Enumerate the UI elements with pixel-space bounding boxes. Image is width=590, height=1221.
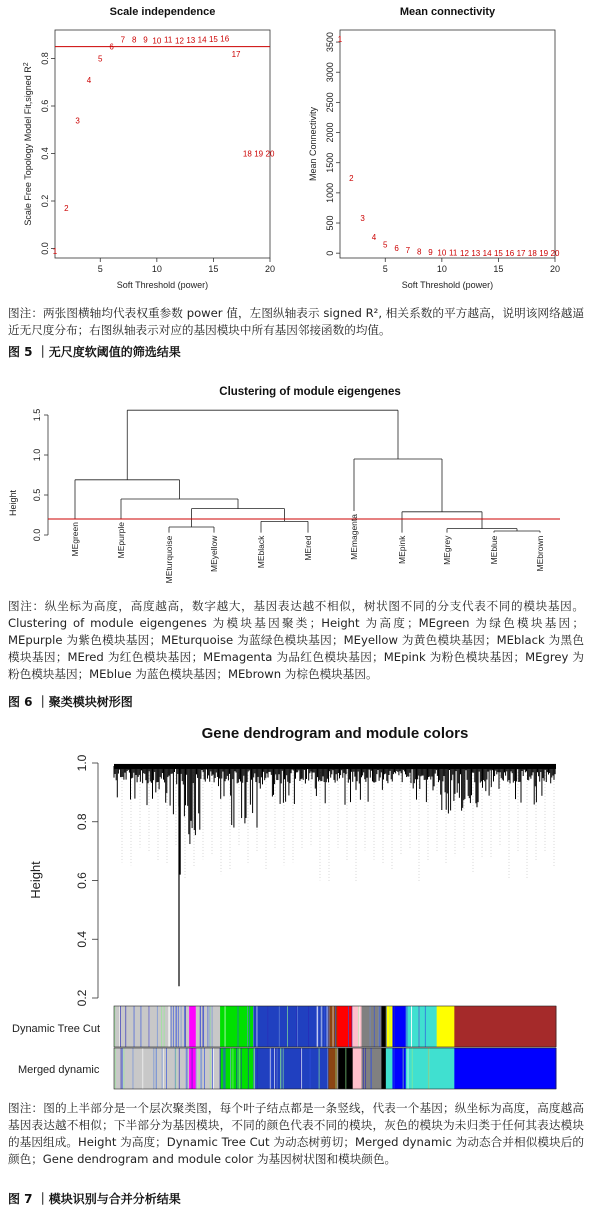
module-stripe bbox=[142, 1048, 143, 1089]
row-label-merged: Merged dynamic bbox=[18, 1064, 100, 1076]
module-stripe bbox=[351, 1006, 352, 1047]
data-point: 8 bbox=[131, 35, 137, 45]
module-stripe bbox=[321, 1006, 322, 1047]
y-tick-label: 0.5 bbox=[32, 488, 42, 502]
y-tick-label: 0.2 bbox=[40, 194, 50, 208]
module-color-segment bbox=[353, 1006, 362, 1047]
module-stripe bbox=[300, 1048, 301, 1089]
module-stripe bbox=[287, 1006, 288, 1047]
module-stripe bbox=[248, 1048, 249, 1089]
y-tick-label: 2000 bbox=[325, 122, 335, 143]
module-stripe bbox=[225, 1006, 226, 1047]
module-stripe bbox=[115, 1048, 116, 1089]
y-tick-label: 2500 bbox=[325, 92, 335, 113]
data-point: 11 bbox=[449, 248, 458, 258]
data-point: 14 bbox=[482, 248, 492, 258]
module-stripe bbox=[185, 1006, 186, 1047]
x-axis-label: Soft Threshold (power) bbox=[116, 280, 209, 290]
module-stripe bbox=[379, 1006, 380, 1047]
module-stripe bbox=[247, 1006, 248, 1047]
module-stripe bbox=[327, 1006, 328, 1047]
module-stripe bbox=[363, 1048, 364, 1089]
module-color-segment bbox=[114, 1048, 190, 1089]
module-color-segment bbox=[406, 1006, 437, 1047]
module-stripe bbox=[389, 1006, 390, 1047]
module-stripe bbox=[394, 1048, 395, 1089]
module-stripe bbox=[308, 1006, 309, 1047]
module-stripe bbox=[140, 1006, 141, 1047]
data-point: 7 bbox=[405, 246, 411, 256]
module-stripe bbox=[277, 1048, 278, 1089]
module-stripe bbox=[212, 1006, 213, 1047]
module-stripe bbox=[184, 1006, 185, 1047]
data-point: 8 bbox=[416, 247, 422, 257]
data-point: 17 bbox=[516, 249, 526, 259]
leaf-label: MEmagenta bbox=[349, 514, 359, 560]
module-stripe bbox=[133, 1048, 134, 1089]
leaf-label: MEbrown bbox=[535, 535, 545, 572]
data-point: 13 bbox=[471, 248, 481, 258]
module-color-segment bbox=[381, 1048, 386, 1089]
module-stripe bbox=[119, 1006, 120, 1047]
module-stripe bbox=[213, 1048, 214, 1089]
y-tick-label: 500 bbox=[325, 215, 335, 231]
scale-independence-plot bbox=[23, 6, 276, 290]
module-stripe bbox=[220, 1048, 221, 1089]
module-stripe bbox=[274, 1048, 275, 1089]
module-stripe bbox=[408, 1048, 409, 1089]
gene-dendrogram-plot bbox=[12, 725, 557, 1089]
module-stripe bbox=[317, 1006, 318, 1047]
module-stripe bbox=[254, 1048, 255, 1089]
data-point: 11 bbox=[164, 35, 173, 45]
data-point: 5 bbox=[383, 240, 388, 250]
module-stripe bbox=[210, 1006, 211, 1047]
data-point: 12 bbox=[460, 248, 469, 258]
data-point: 18 bbox=[242, 149, 252, 159]
module-stripe bbox=[199, 1048, 200, 1089]
leaf-label: MEgrey bbox=[442, 535, 452, 565]
x-axis-label: Soft Threshold (power) bbox=[401, 280, 494, 290]
module-stripe bbox=[297, 1006, 298, 1047]
data-point: 1 bbox=[52, 246, 58, 256]
module-color-segment bbox=[189, 1048, 196, 1089]
x-tick-label: 10 bbox=[436, 264, 447, 274]
module-color-segment bbox=[353, 1048, 362, 1089]
x-tick-label: 15 bbox=[208, 264, 219, 274]
chart-title: Scale independence bbox=[109, 6, 216, 18]
data-point: 3 bbox=[360, 214, 365, 224]
data-point: 1 bbox=[337, 35, 343, 45]
fig5-caption: 图注：两张图横轴均代表权重参数 power 值，左图纵轴表示 signed R², 相关系数的平方越高，说明该网络越逼近无尺度分布；右图纵轴表示对应的基因模块中所有基因邻接函数的均值。 bbox=[8, 306, 584, 337]
x-tick-label: 20 bbox=[549, 264, 561, 274]
chart-title: Mean connectivity bbox=[399, 6, 496, 18]
data-point: 13 bbox=[186, 36, 196, 46]
module-stripe bbox=[192, 1048, 193, 1089]
y-axis-label: Height bbox=[8, 489, 18, 517]
data-point: 12 bbox=[175, 36, 184, 46]
module-stripe bbox=[329, 1006, 330, 1047]
module-stripe bbox=[280, 1048, 281, 1089]
y-tick-label: 0.0 bbox=[40, 242, 50, 255]
x-tick-label: 5 bbox=[382, 264, 388, 274]
module-stripe bbox=[207, 1006, 208, 1047]
fig5-label: 图 5 ｜无尺度软阈值的筛选结果 bbox=[8, 345, 181, 359]
leaf-label: MEred bbox=[303, 535, 313, 561]
leaf-label: MEblack bbox=[256, 535, 266, 569]
data-point: 10 bbox=[437, 248, 447, 258]
module-stripe bbox=[123, 1048, 124, 1089]
plot-frame bbox=[52, 30, 270, 258]
module-stripe bbox=[181, 1006, 182, 1047]
module-stripe bbox=[176, 1006, 177, 1047]
y-tick-label: 1000 bbox=[325, 182, 335, 203]
data-point: 9 bbox=[428, 247, 433, 257]
module-stripe bbox=[337, 1048, 338, 1089]
module-stripe bbox=[162, 1048, 163, 1089]
module-stripe bbox=[171, 1006, 172, 1047]
module-stripe bbox=[161, 1006, 162, 1047]
data-point: 18 bbox=[527, 249, 537, 259]
y-tick-label: 0.0 bbox=[32, 528, 42, 542]
y-tick-label: 0 bbox=[325, 250, 335, 256]
y-tick-label: 0.6 bbox=[40, 99, 50, 113]
module-stripe bbox=[163, 1048, 164, 1089]
module-color-segment bbox=[406, 1048, 455, 1089]
leaf-label: MEpink bbox=[397, 535, 407, 564]
module-stripe bbox=[156, 1048, 157, 1089]
module-stripe bbox=[403, 1048, 404, 1089]
module-color-segment bbox=[386, 1006, 393, 1047]
module-stripe bbox=[324, 1006, 325, 1047]
module-stripe bbox=[270, 1048, 271, 1089]
module-stripe bbox=[187, 1048, 188, 1089]
module-stripe bbox=[319, 1048, 320, 1089]
data-point: 16 bbox=[220, 34, 230, 44]
module-stripe bbox=[249, 1006, 250, 1047]
fig6-caption: 图注：纵坐标为高度，高度越高，数字越大，基因表达越不相似，树状图不同的分支代表不同的模块基因。Clustering of module eigengenes 为模块基因聚类；Height 为高度；MEgreen 为绿色模块基因；MEpurple 为紫色模块基因；MEturquoise 为蓝绿色模块基因；MEyellow 为黄色模块基因；MEblack 为黑色模块基因；MEred 为红色模块基因；MEmagenta 为品红色模块基因；MEpink 为粉色模块基因；MEgrey 为粉色模块基因；MEblue 为蓝色模块基因；MEbrown 为棕色模块基因。 bbox=[8, 599, 584, 681]
module-stripe bbox=[365, 1048, 366, 1089]
module-color-segment bbox=[529, 1006, 556, 1047]
x-tick-label: 10 bbox=[151, 264, 162, 274]
data-point: 14 bbox=[197, 35, 207, 45]
module-stripe bbox=[333, 1006, 334, 1047]
data-point: 6 bbox=[109, 42, 114, 52]
data-point: 2 bbox=[64, 204, 69, 214]
module-stripe bbox=[296, 1006, 297, 1047]
y-axis-label: Scale Free Topology Model Fit,signed $R^2$ bbox=[22, 62, 33, 226]
module-stripe bbox=[179, 1048, 180, 1089]
data-point: 4 bbox=[371, 232, 377, 242]
module-stripe bbox=[122, 1048, 123, 1089]
module-stripe bbox=[173, 1006, 174, 1047]
module-stripe bbox=[149, 1006, 150, 1047]
chart-title: Clustering of module eigengenes bbox=[219, 386, 401, 398]
module-stripe bbox=[253, 1006, 254, 1047]
module-stripe bbox=[386, 1006, 387, 1047]
module-color-segment bbox=[454, 1048, 556, 1089]
data-point: 9 bbox=[143, 35, 148, 45]
data-point: 2 bbox=[349, 173, 354, 183]
module-stripe bbox=[428, 1048, 429, 1089]
y-tick-label: 1.5 bbox=[32, 408, 42, 422]
module-color-segment bbox=[189, 1006, 196, 1047]
leaf-label: MEgreen bbox=[70, 522, 80, 557]
leaf-label: MEturquoise bbox=[164, 535, 174, 584]
module-stripe bbox=[371, 1048, 372, 1089]
module-stripe bbox=[166, 1048, 167, 1089]
fig5-chart bbox=[0, 0, 590, 305]
module-stripe bbox=[271, 1048, 272, 1089]
module-stripe bbox=[238, 1006, 239, 1047]
module-color-segment bbox=[386, 1048, 393, 1089]
module-stripe bbox=[336, 1048, 337, 1089]
module-stripe bbox=[345, 1048, 346, 1089]
data-point: 17 bbox=[231, 49, 241, 59]
module-stripe bbox=[276, 1048, 277, 1089]
data-point: 20 bbox=[265, 149, 275, 159]
module-stripe bbox=[168, 1006, 169, 1047]
data-point: 20 bbox=[550, 249, 560, 259]
x-tick-label: 15 bbox=[493, 264, 504, 274]
y-axis-label: Height bbox=[28, 861, 43, 899]
y-tick-label: 0.6 bbox=[75, 872, 89, 889]
module-stripe bbox=[348, 1006, 349, 1047]
y-tick-label: 0.8 bbox=[40, 52, 50, 65]
module-eigengene-dendrogram bbox=[8, 386, 560, 583]
data-point: 7 bbox=[120, 35, 126, 45]
module-stripe bbox=[335, 1006, 336, 1047]
module-stripe bbox=[223, 1048, 224, 1089]
data-point: 15 bbox=[208, 34, 218, 44]
module-stripe bbox=[257, 1048, 258, 1089]
leaf-label: MEpurple bbox=[116, 522, 126, 559]
module-stripe bbox=[212, 1048, 213, 1089]
module-stripe bbox=[114, 1006, 115, 1047]
fig7-chart bbox=[0, 715, 590, 1095]
module-stripe bbox=[201, 1048, 202, 1089]
y-tick-label: 0.4 bbox=[75, 930, 89, 948]
module-stripe bbox=[239, 1048, 240, 1089]
module-stripe bbox=[374, 1006, 375, 1047]
module-stripe bbox=[121, 1048, 122, 1089]
module-stripe bbox=[200, 1048, 201, 1089]
module-stripe bbox=[320, 1006, 321, 1047]
data-point: 19 bbox=[539, 249, 549, 259]
module-stripe bbox=[157, 1006, 158, 1047]
module-stripe bbox=[370, 1006, 371, 1047]
y-axis-label: Mean Connectivity bbox=[308, 106, 318, 182]
module-stripe bbox=[407, 1006, 408, 1047]
module-color-segment bbox=[454, 1006, 530, 1047]
y-tick-label: 0.4 bbox=[40, 147, 50, 160]
module-stripe bbox=[419, 1006, 420, 1047]
module-stripe bbox=[164, 1006, 165, 1047]
module-stripe bbox=[175, 1048, 176, 1089]
module-stripe bbox=[283, 1048, 284, 1089]
module-stripe bbox=[379, 1006, 380, 1047]
data-point: 19 bbox=[254, 149, 264, 159]
data-point: 6 bbox=[394, 244, 399, 254]
module-stripe bbox=[256, 1006, 257, 1047]
module-stripe bbox=[411, 1006, 412, 1047]
module-stripe bbox=[394, 1006, 395, 1047]
module-stripe bbox=[279, 1006, 280, 1047]
dynamic-tree-cut-band bbox=[114, 1006, 557, 1047]
module-stripe bbox=[178, 1006, 179, 1047]
module-stripe bbox=[412, 1048, 413, 1089]
mean-connectivity-plot bbox=[308, 6, 560, 290]
module-stripe bbox=[301, 1048, 302, 1089]
module-stripe bbox=[359, 1006, 360, 1047]
module-color-segment bbox=[253, 1048, 329, 1089]
module-stripe bbox=[210, 1048, 211, 1089]
module-stripe bbox=[236, 1048, 237, 1089]
module-stripe bbox=[238, 1048, 239, 1089]
module-stripe bbox=[310, 1048, 311, 1089]
module-color-segment bbox=[381, 1006, 386, 1047]
y-tick-label: 1.0 bbox=[32, 448, 42, 462]
plot-frame bbox=[337, 30, 555, 258]
y-tick-label: 1500 bbox=[325, 152, 335, 173]
merged-dynamic-band bbox=[114, 1048, 557, 1089]
y-tick-label: 0.8 bbox=[75, 813, 89, 831]
module-stripe bbox=[224, 1048, 225, 1089]
module-color-segment bbox=[437, 1006, 455, 1047]
y-tick-label: 3000 bbox=[325, 62, 335, 83]
x-tick-label: 5 bbox=[97, 264, 103, 274]
module-stripe bbox=[230, 1048, 231, 1089]
module-stripe bbox=[196, 1048, 197, 1089]
module-color-segment bbox=[362, 1048, 382, 1089]
fig7-label: 图 7 ｜模块识别与合并分析结果 bbox=[8, 1192, 181, 1206]
module-stripe bbox=[204, 1048, 205, 1089]
y-tick-label: 3500 bbox=[325, 32, 335, 53]
module-stripe bbox=[405, 1006, 406, 1047]
module-stripe bbox=[232, 1048, 233, 1089]
module-stripe bbox=[125, 1006, 126, 1047]
data-point: 15 bbox=[493, 249, 503, 259]
data-point: 4 bbox=[86, 75, 92, 85]
dendrogram-lines bbox=[114, 764, 556, 986]
data-point: 10 bbox=[152, 36, 162, 46]
module-stripe bbox=[202, 1006, 203, 1047]
data-point: 16 bbox=[505, 249, 515, 259]
module-stripe bbox=[134, 1006, 135, 1047]
module-stripe bbox=[153, 1048, 154, 1089]
y-tick-label: 0.2 bbox=[75, 989, 89, 1007]
module-stripe bbox=[267, 1006, 268, 1047]
data-point: 3 bbox=[75, 116, 80, 126]
module-stripe bbox=[200, 1006, 201, 1047]
leaf-label: MEblue bbox=[489, 535, 499, 565]
row-label-dynamic: Dynamic Tree Cut bbox=[12, 1023, 101, 1035]
data-point: 5 bbox=[98, 54, 103, 64]
x-tick-label: 20 bbox=[264, 264, 276, 274]
module-stripe bbox=[425, 1006, 426, 1047]
y-tick-label: 1.0 bbox=[75, 754, 89, 772]
module-color-segment bbox=[392, 1048, 406, 1089]
fig7-caption: 图注：图的上半部分是一个层次聚类图，每个叶子结点都是一条竖线，代表一个基因；纵坐标为高度，高度越高基因表达越不相似；下半部分为基因模块，不同的颜色代表不同的模块，灰色的模块为未归类于任何其表达模块的基因组成。Height 为高度；Dynamic Tree Cut 为动态树剪切；Merged dynamic 为动态合并相似模块后的颜色；Gene dendrogram and module color 为基因树状图和模块颜色。 bbox=[8, 1101, 584, 1166]
module-stripe bbox=[241, 1048, 242, 1089]
module-color-segment bbox=[337, 1006, 353, 1047]
chart-title: Gene dendrogram and module colors bbox=[201, 725, 469, 742]
module-color-segment bbox=[337, 1048, 353, 1089]
module-stripe bbox=[327, 1048, 328, 1089]
fig6-chart bbox=[0, 375, 590, 595]
leaf-label: MEyellow bbox=[209, 535, 219, 572]
module-stripe bbox=[186, 1048, 187, 1089]
fig6-label: 图 6 ｜聚类模块树形图 bbox=[8, 695, 133, 709]
module-stripe bbox=[120, 1006, 121, 1047]
